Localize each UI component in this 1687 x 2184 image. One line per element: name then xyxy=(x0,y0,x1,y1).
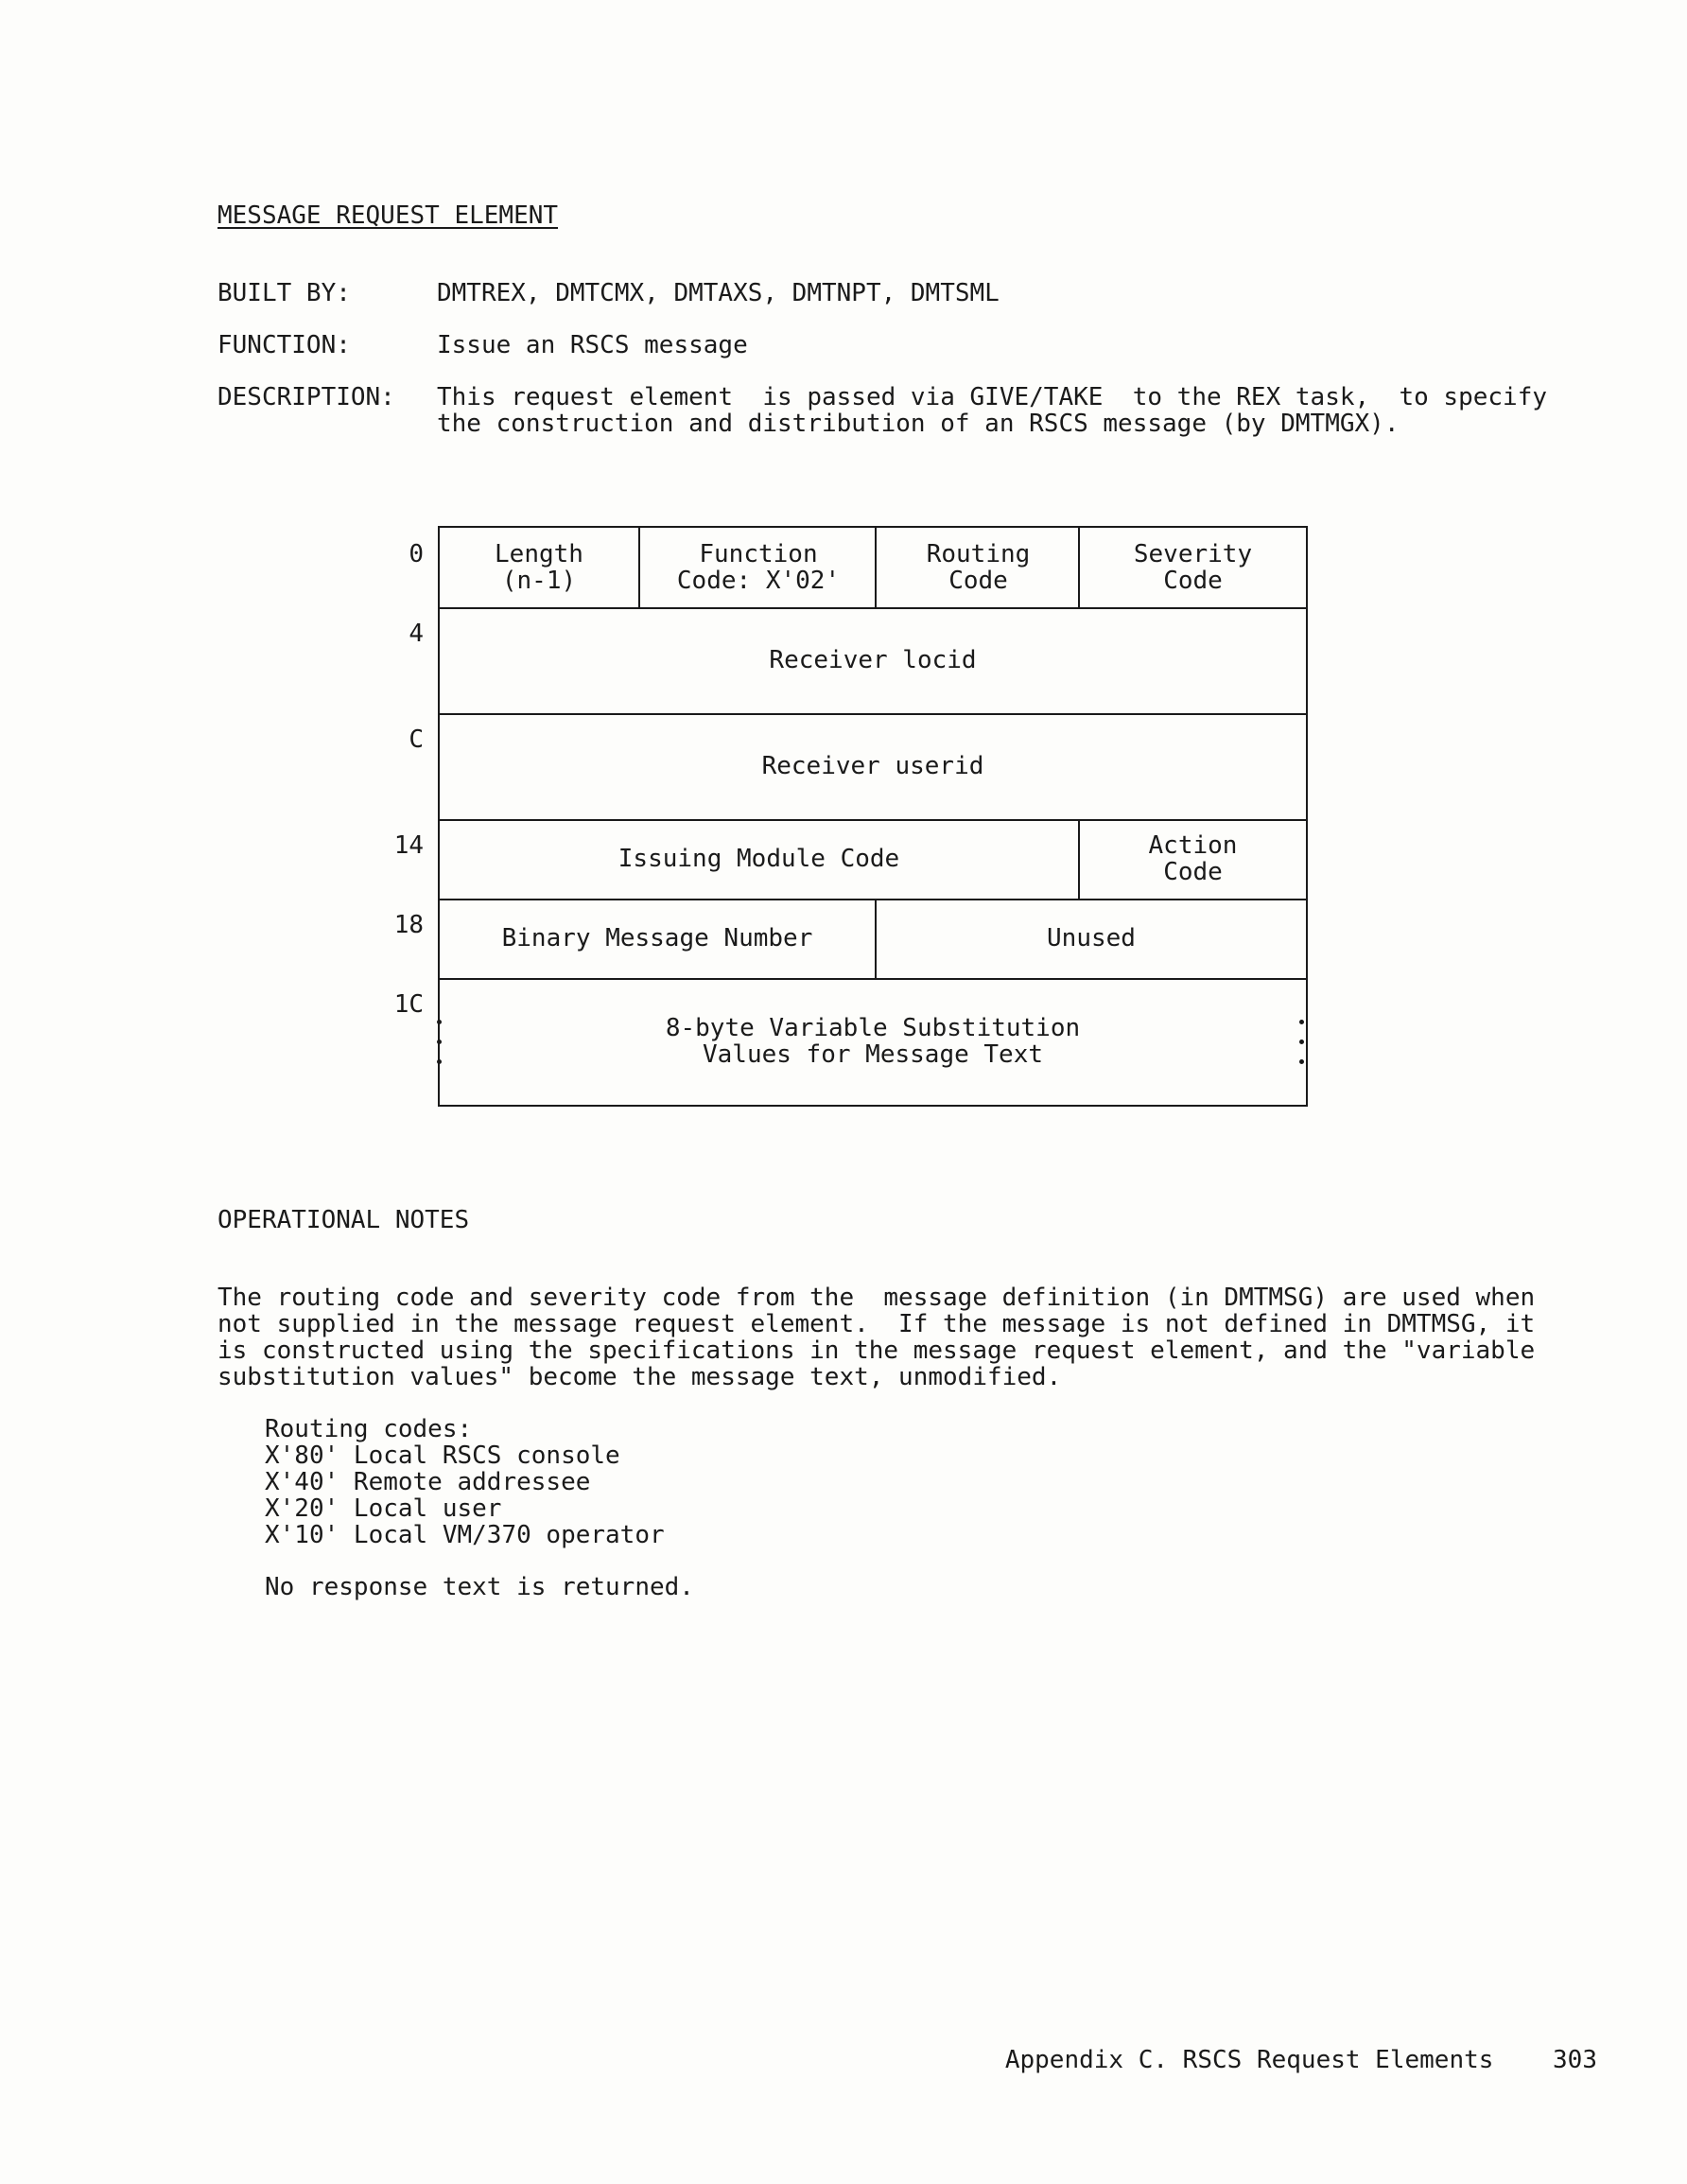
receiver-userid-label: Receiver userid xyxy=(761,752,984,780)
routing-code-cell xyxy=(875,528,1080,607)
description-label: DESCRIPTION: xyxy=(217,383,395,411)
request-element-diagram xyxy=(378,526,1324,1112)
function-code-label: Function xyxy=(699,540,818,568)
routing-code-sub-label: Code xyxy=(948,567,1008,595)
page-number: 303 xyxy=(1553,2046,1597,2074)
notes-paragraph-line-3: is constructed using the specifications in the message request element, and the "variable xyxy=(217,1337,1536,1365)
function-code-cell xyxy=(638,528,877,607)
receiver-locid-label: Receiver locid xyxy=(769,646,977,674)
row-offset-1c xyxy=(440,978,1306,1105)
routing-code-item: X'80' Local RSCS console xyxy=(265,1441,620,1470)
offset-label: 0 xyxy=(409,540,424,568)
severity-code-sub-label: Code xyxy=(1163,567,1223,595)
continuation-dots-left xyxy=(437,978,446,1105)
notes-paragraph-line-1: The routing code and severity code from the message definition (in DMTMSG) are used when xyxy=(217,1284,1536,1312)
receiver-locid-cell xyxy=(440,607,1306,713)
element-layout-box xyxy=(438,526,1308,1107)
row-offset-18 xyxy=(440,899,1306,980)
routing-code-item: X'10' Local VM/370 operator xyxy=(265,1521,665,1549)
row-offset-c xyxy=(440,713,1306,821)
unused-cell xyxy=(875,899,1306,978)
page-title: MESSAGE REQUEST ELEMENT xyxy=(217,201,559,230)
offset-label: 4 xyxy=(409,620,424,648)
built-by-value: DMTREX, DMTCMX, DMTAXS, DMTNPT, DMTSML xyxy=(437,279,1000,307)
routing-code-label: Routing xyxy=(926,540,1031,568)
description-line-2: the construction and distribution of an RSCS message (by DMTMGX). xyxy=(437,410,1400,438)
routing-code-item: X'20' Local user xyxy=(265,1494,502,1523)
continuation-dots-right xyxy=(1299,978,1309,1105)
operational-notes-heading: OPERATIONAL NOTES xyxy=(217,1206,470,1234)
function-value: Issue an RSCS message xyxy=(437,331,748,359)
function-code-value: Code: X'02' xyxy=(676,567,841,595)
response-note: No response text is returned. xyxy=(265,1573,694,1601)
receiver-userid-cell xyxy=(440,713,1306,819)
length-sub-label: (n-1) xyxy=(501,567,577,595)
row-offset-0 xyxy=(440,528,1306,609)
unused-label: Unused xyxy=(1047,924,1136,952)
row-offset-14 xyxy=(440,819,1306,900)
action-code-cell xyxy=(1078,819,1306,899)
binary-message-number-cell xyxy=(440,899,875,978)
length-label: Length xyxy=(495,540,583,568)
substitution-values-sub-label: Values for Message Text xyxy=(702,1040,1044,1069)
action-code-label: Action xyxy=(1148,831,1238,860)
issuing-module-code-label: Issuing Module Code xyxy=(617,845,900,873)
offset-label: 18 xyxy=(393,911,424,939)
function-label: FUNCTION: xyxy=(217,331,351,359)
row-offset-4 xyxy=(440,607,1306,715)
offset-label: 1C xyxy=(393,990,424,1019)
built-by-label: BUILT BY: xyxy=(217,279,351,307)
routing-code-item: X'40' Remote addressee xyxy=(265,1468,591,1496)
footer-text: Appendix C. RSCS Request Elements xyxy=(1004,2046,1494,2074)
severity-code-cell xyxy=(1078,528,1306,607)
substitution-values-cell xyxy=(440,978,1306,1105)
issuing-module-code-cell xyxy=(440,819,1078,899)
page-footer xyxy=(1005,2047,1597,2073)
description-line-1: This request element is passed via GIVE/TAKE to the REX task, to specify xyxy=(437,383,1547,411)
severity-code-label: Severity xyxy=(1133,540,1253,568)
action-code-sub-label: Code xyxy=(1163,858,1223,886)
notes-paragraph-line-4: substitution values" become the message text, unmodified. xyxy=(217,1363,1062,1391)
routing-codes-heading: Routing codes: xyxy=(265,1415,473,1443)
length-cell xyxy=(440,528,638,607)
substitution-values-label: 8-byte Variable Substitution xyxy=(665,1014,1081,1042)
offset-label: C xyxy=(409,725,424,754)
binary-message-number-label: Binary Message Number xyxy=(501,924,813,952)
notes-paragraph-line-2: not supplied in the message request element. If the message is not defined in DMTMSG, it xyxy=(217,1310,1536,1338)
offset-label: 14 xyxy=(393,831,424,860)
